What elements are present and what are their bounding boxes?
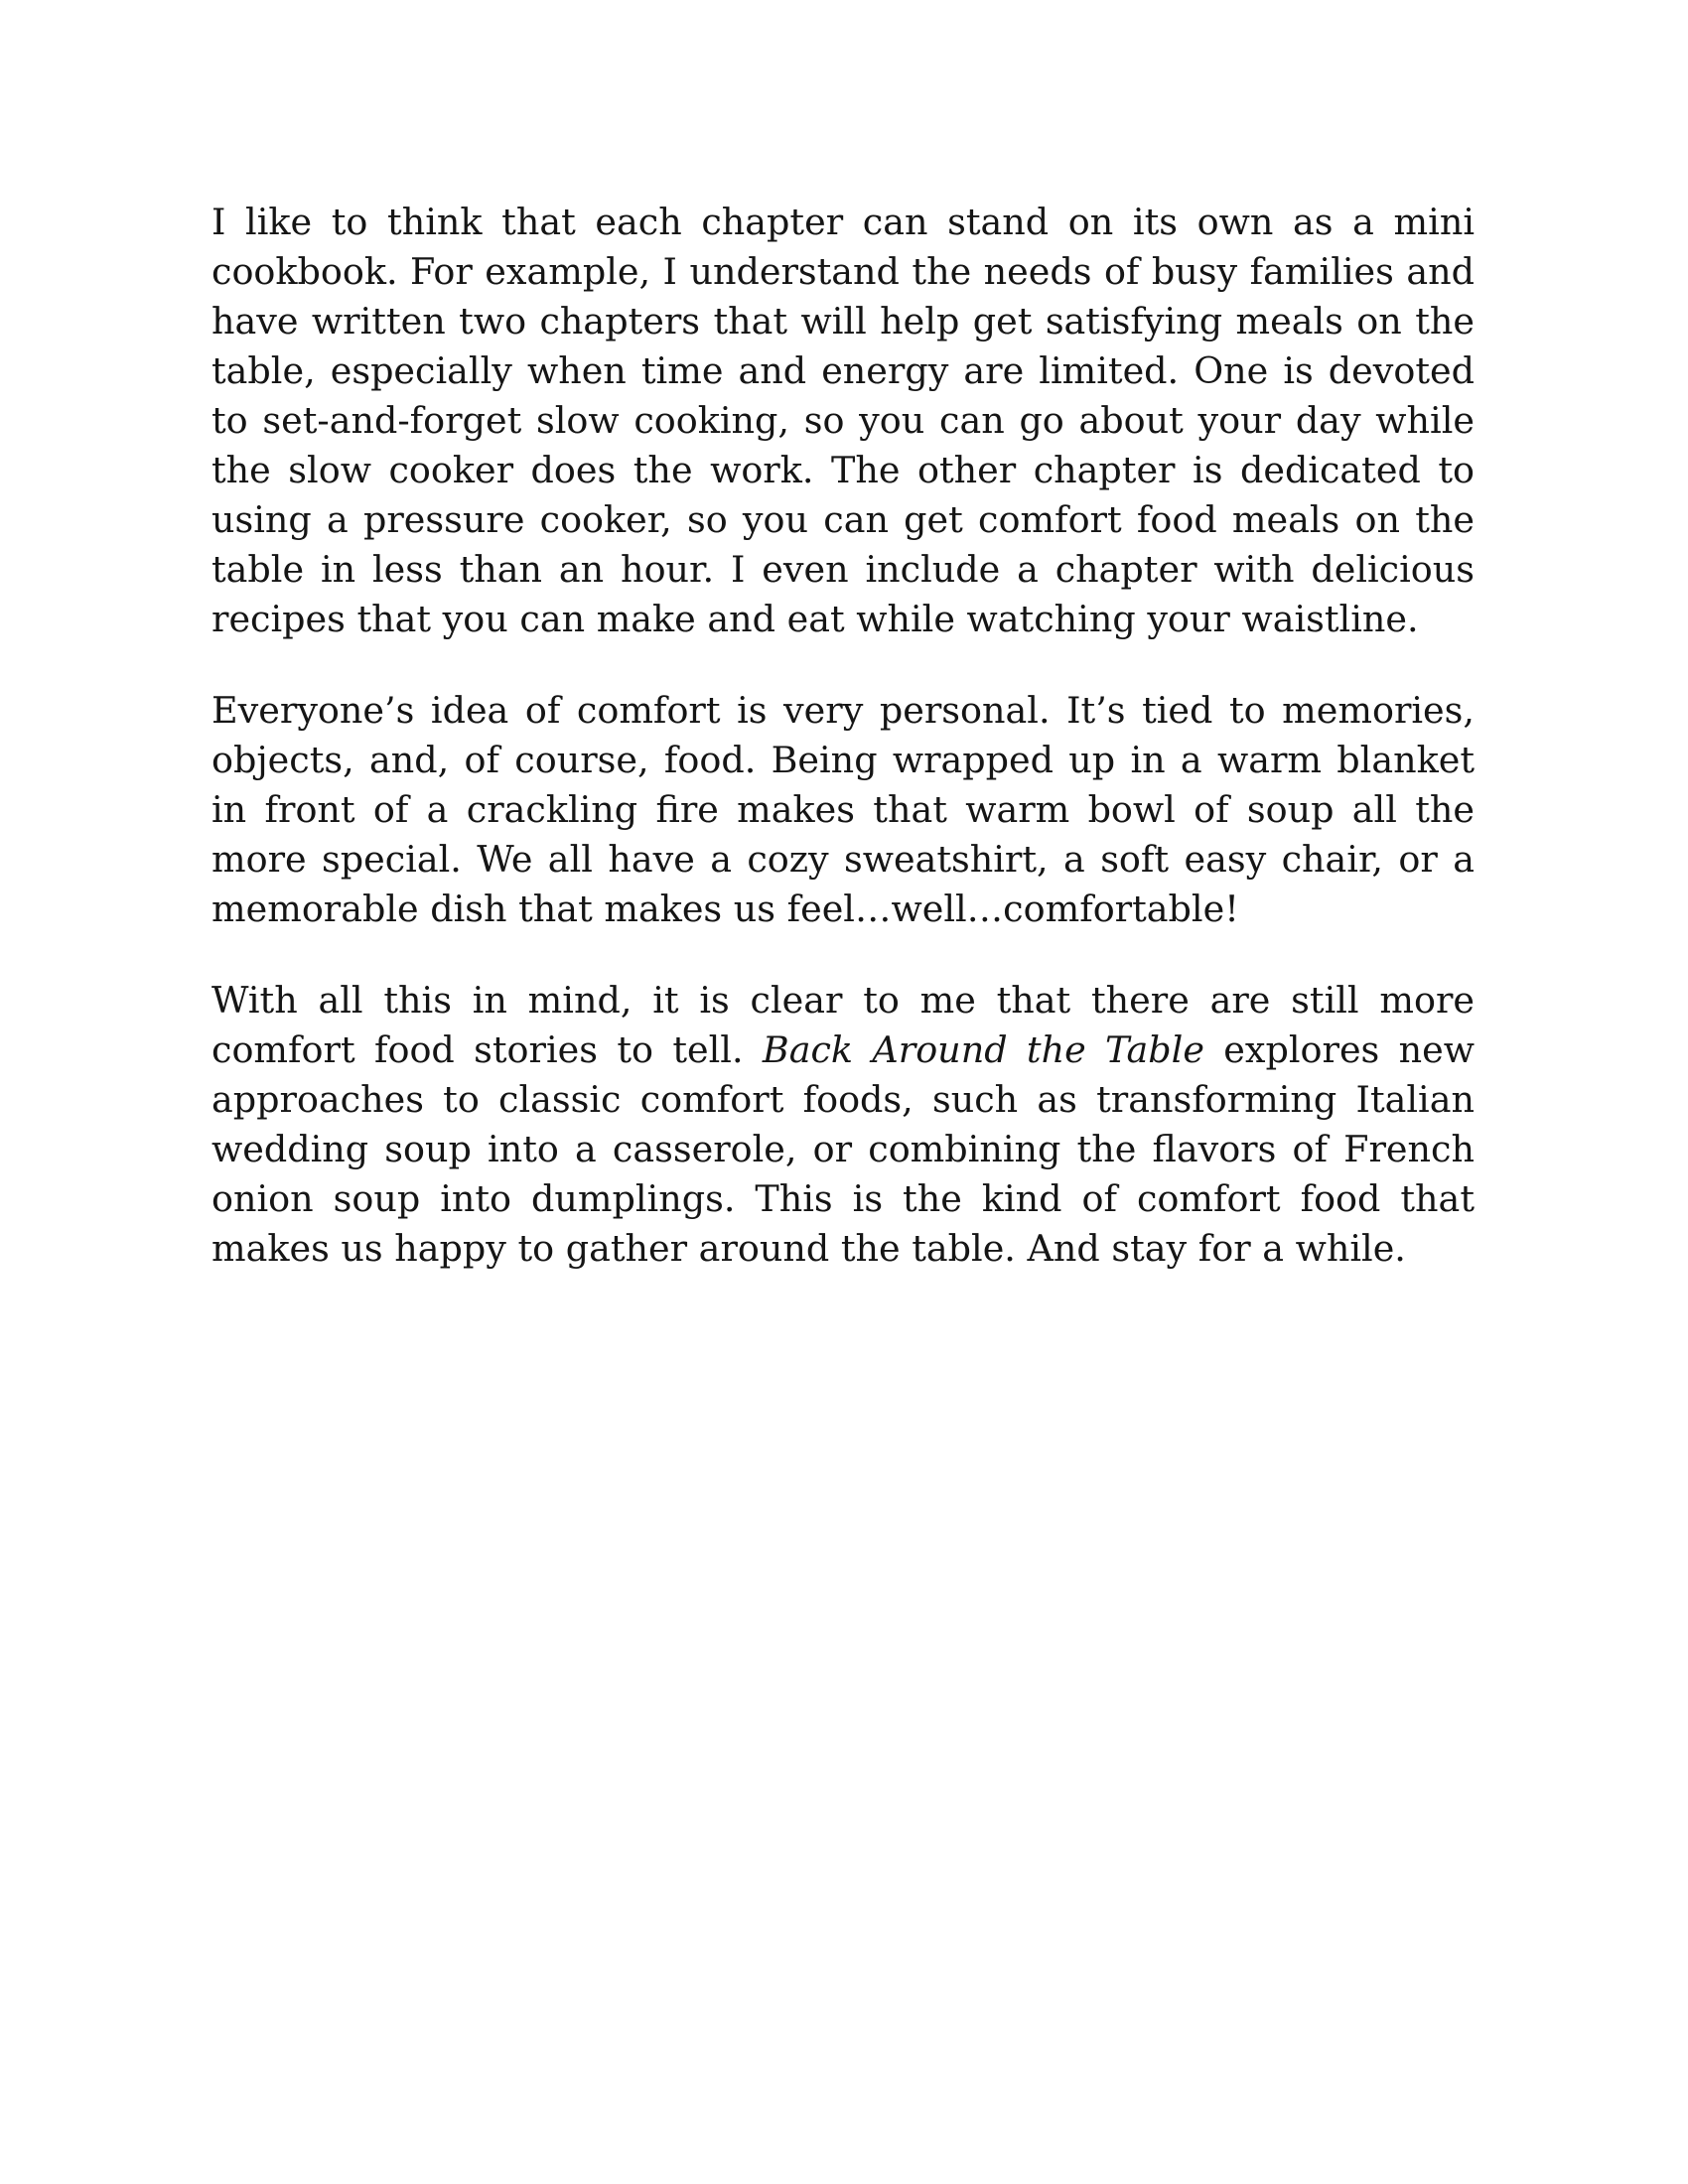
paragraph-chapters: I like to think that each chapter can stand on its own as a mini cookbook. For example, I understand the needs of busy families and have written two chapters that will help get satisfying meals on the table, especially when time and energy are limited. One is devoted to set-and-forget slow cooking, so you can go about your day while the slow cooker does the work. The other chapter is dedicated to using a pressure cooker, so you can get comfort food meals on the table in less than an hour. I even include a chapter with delicious recipes that you can make and eat while watching your waistline.: [211, 201, 1475, 640]
paragraph-text-after: explores new approaches to classic comfort foods, such as transforming Italian wedding soup into a casserole, or combining the flavors of French onion soup into dumplings. This is the kind of comfort food that makes us happy to gather around the table. And stay for a while.: [211, 1028, 1475, 1270]
body-text: [211, 198, 1475, 1315]
paragraph-text-before: With all this in mind, it is clear to me that there are still more comfort food stories to tell.: [211, 979, 1475, 1071]
paragraph-stories: [211, 976, 1475, 1274]
book-title: Back Around the Table: [762, 1028, 1204, 1071]
paragraph-comfort: Everyone’s idea of comfort is very personal. It’s tied to memories, objects, and, of course, food. Being wrapped up in a warm blanket in front of a crackling fire makes that warm bowl of soup all the more special. We all have a cozy sweatshirt, a soft easy chair, or a memorable dish that makes us feel…well…comfortable!: [211, 689, 1475, 930]
